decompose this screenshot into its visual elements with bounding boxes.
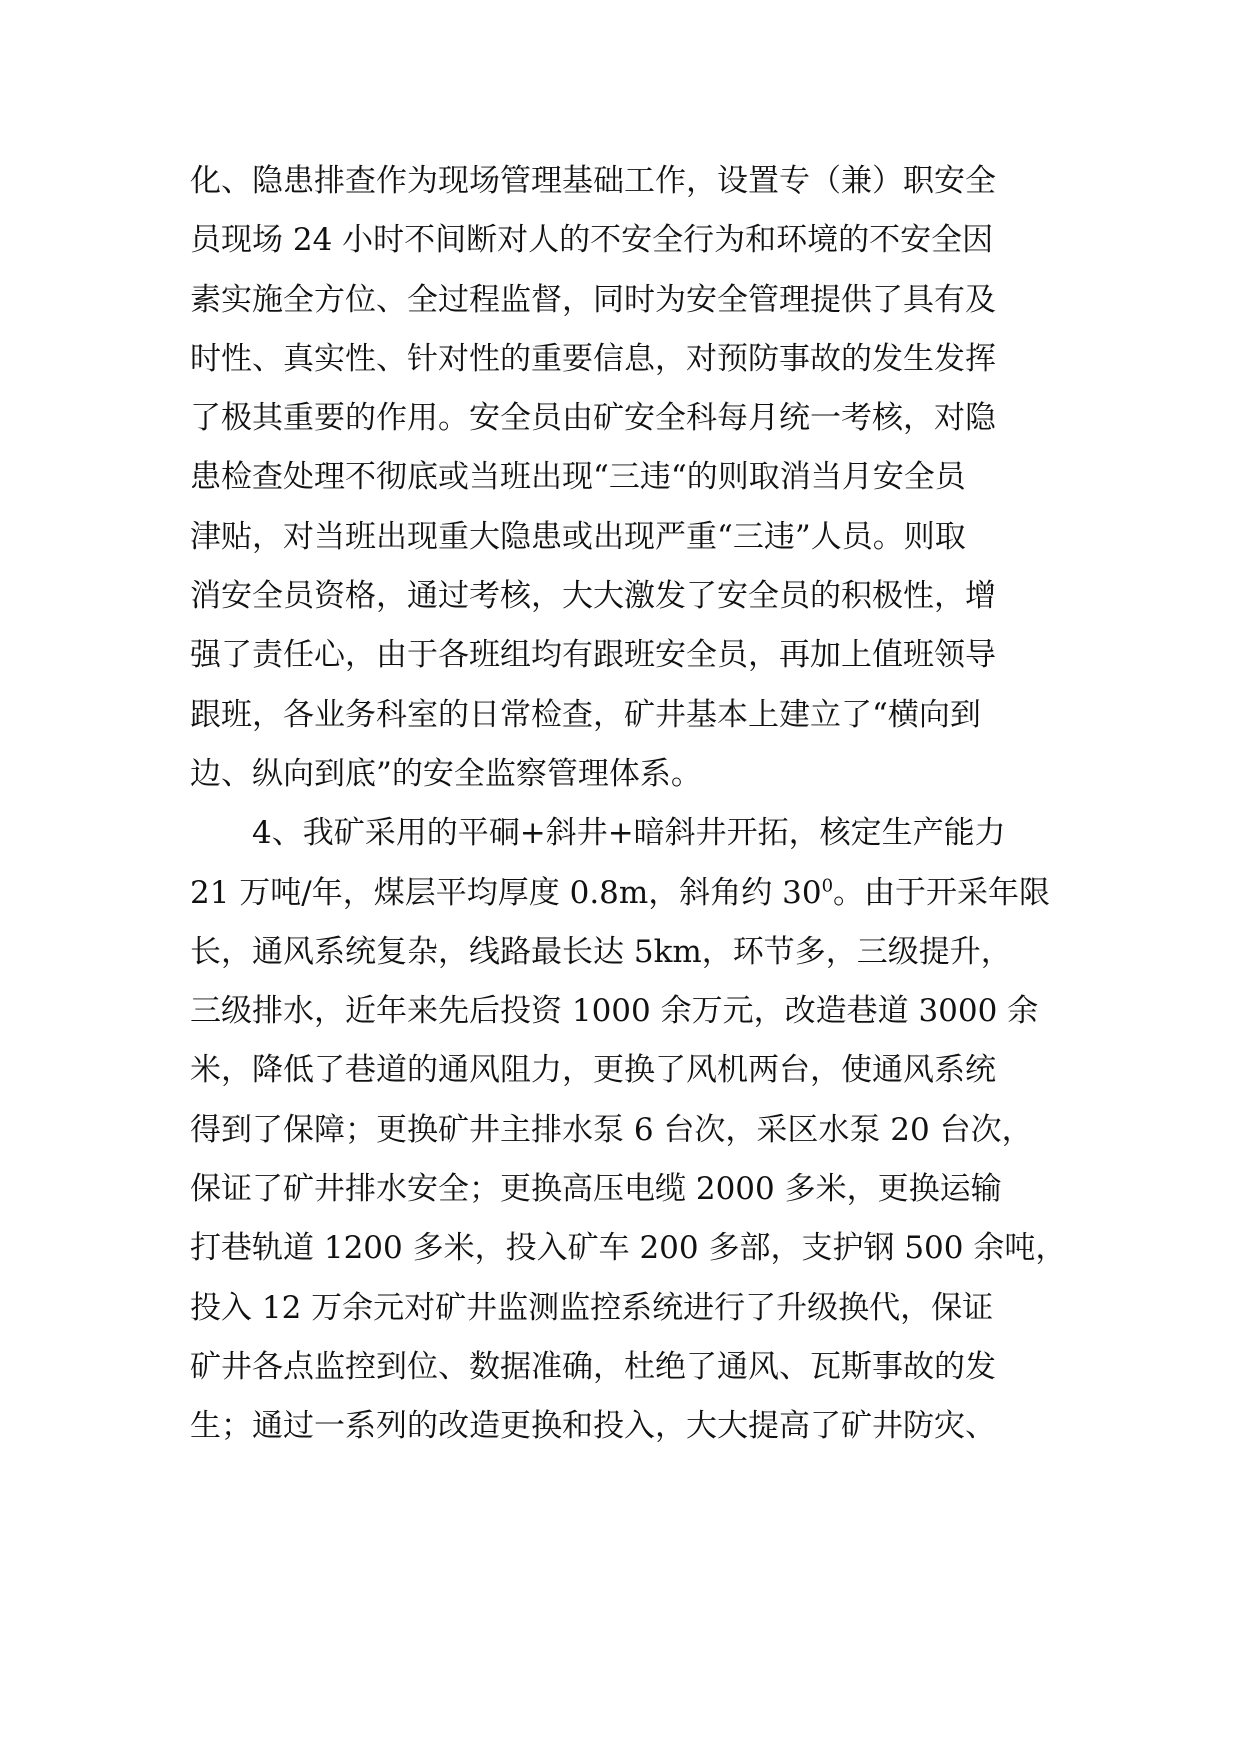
body-text <box>190 152 1067 1457</box>
text-line: 生；通过一系列的改造更换和投入，大大提高了矿井防灾、 <box>190 1408 996 1445</box>
text-line: 三级排水，近年来先后投资 1000 余万元，改造巷道 3000 余 <box>190 993 1039 1030</box>
text-fragment: 。由于开采年限 <box>833 874 1051 911</box>
text-line: 打巷轨道 1200 多米，投入矿车 200 多部，支护钢 500 余吨， <box>190 1230 1067 1267</box>
text-line: 长，通风系统复杂，线路最长达 5km，环节多，三级提升， <box>190 933 1012 970</box>
text-line: 患检查处理不彻底或当班出现“三违“的则取消当月安全员 <box>190 459 966 496</box>
text-line: 津贴，对当班出现重大隐患或出现严重“三违”人员。则取 <box>190 518 966 555</box>
text-line: 消安全员资格，通过考核，大大激发了安全员的积极性，增 <box>190 578 996 615</box>
text-fragment: 21 万吨/年，煤层平均厚度 0.8m，斜角约 30 <box>190 874 822 911</box>
text-line: 化、隐患排查作为现场管理基础工作，设置专（兼）职安全 <box>190 163 996 199</box>
text-line: 员现场 24 小时不间断对人的不安全行为和环境的不安全因 <box>190 222 994 259</box>
text-line: 时性、真实性、针对性的重要信息，对预防事故的发生发挥 <box>190 340 996 377</box>
text-line: 了极其重要的作用。安全员由矿安全科每月统一考核，对隐 <box>190 400 996 437</box>
text-line: 得到了保障；更换矿井主排水泵 6 台次，采区水泵 20 台次， <box>190 1111 1033 1148</box>
text-line: 保证了矿井排水安全；更换高压电缆 2000 多米，更换运输 <box>190 1171 1002 1208</box>
text-line: 矿井各点监控到位、数据准确，杜绝了通风、瓦斯事故的发 <box>190 1348 996 1385</box>
paragraph-start-line: 4、我矿采用的平硐+斜井+暗斜井开拓，核定生产能力 <box>252 815 1006 852</box>
text-line: 素实施全方位、全过程监督，同时为安全管理提供了具有及 <box>190 281 996 318</box>
text-line: 边、纵向到底”的安全监察管理体系。 <box>190 755 702 792</box>
degree-superscript: 0 <box>821 875 834 897</box>
text-line-with-superscript <box>190 864 1053 923</box>
text-line: 跟班，各业务科室的日常检查，矿井基本上建立了“横向到 <box>190 696 981 733</box>
text-line: 强了责任心，由于各班组均有跟班安全员，再加上值班领导 <box>190 637 996 674</box>
text-line: 投入 12 万余元对矿井监测监控系统进行了升级换代，保证 <box>190 1289 994 1326</box>
text-line: 米，降低了巷道的通风阻力，更换了风机两台，使通风系统 <box>190 1052 996 1089</box>
